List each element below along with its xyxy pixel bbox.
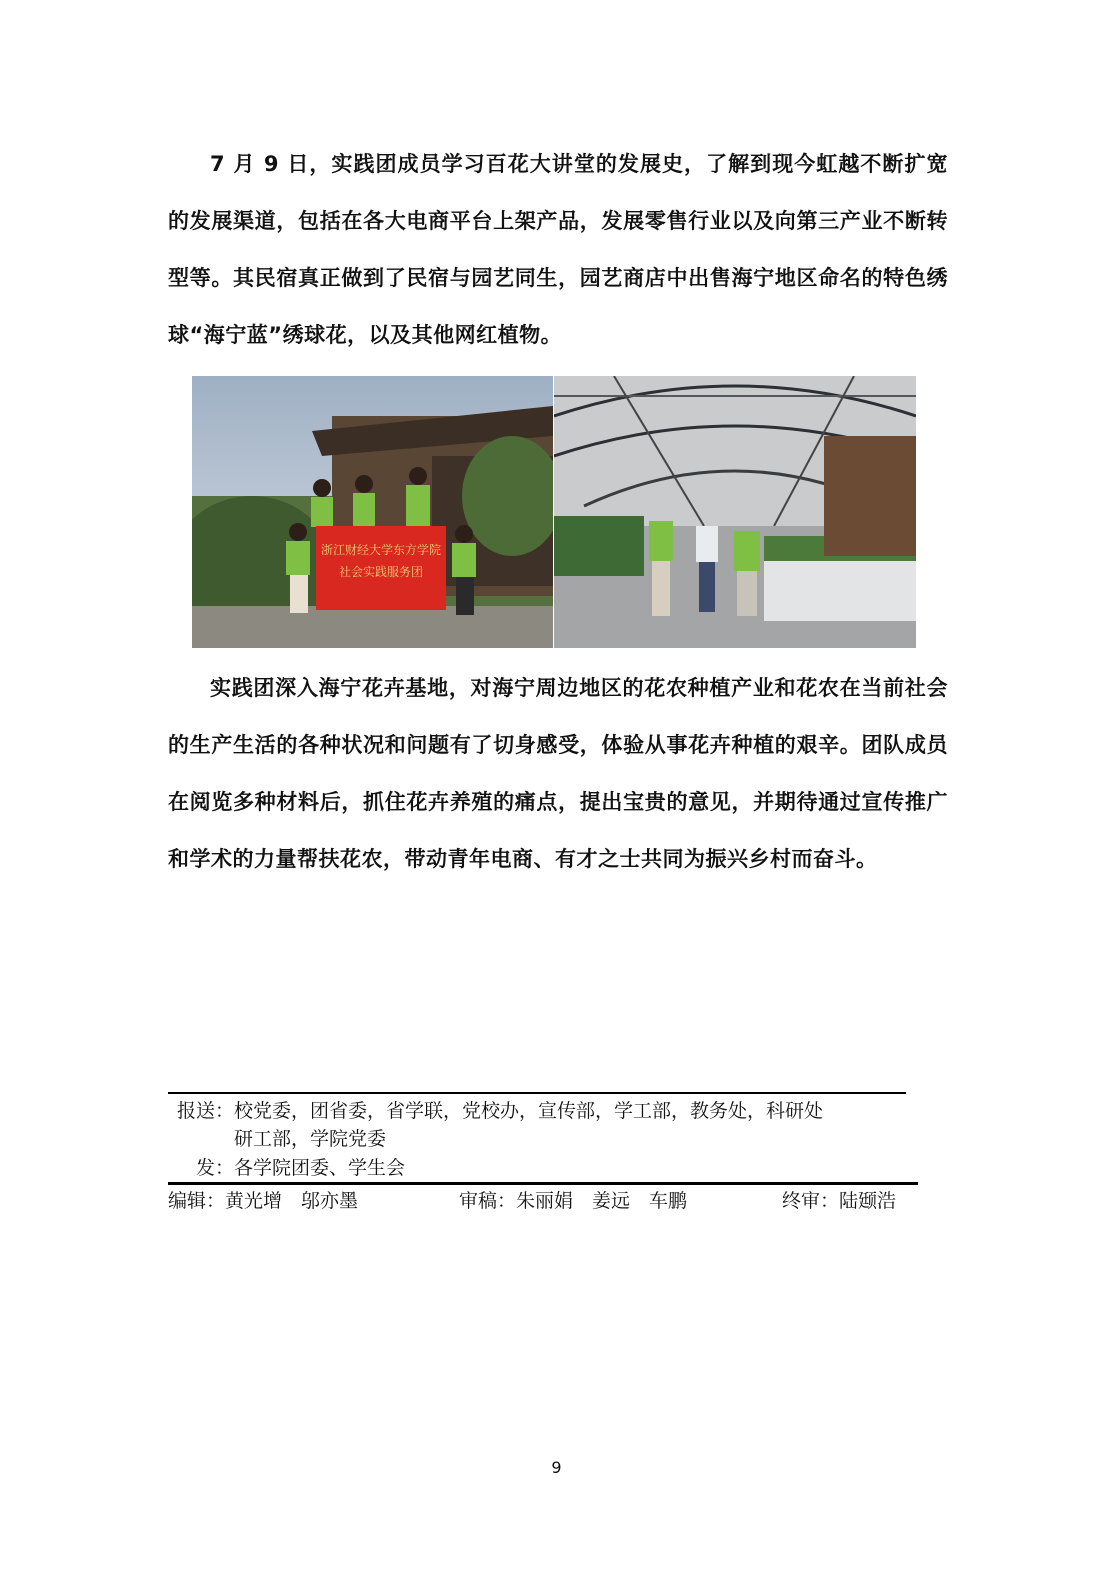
send-recipients: 各学院团委、学生会 xyxy=(234,1157,406,1179)
footer-mid-rule xyxy=(168,1182,918,1185)
report-row-continued xyxy=(168,1126,386,1152)
final-review-credit: 终审：陆颋浩 xyxy=(782,1190,897,1212)
paragraph-fieldwork: 实践团深入海宁花卉基地，对海宁周边地区的花农种植产业和花农在当前社会的生产生活的各种状况和问题有了切身感受，体验从事花卉种植的艰辛。团队成员在阅览多种材料后，抓住花卉养殖的痛点，提出宝贵的意见，并期待通过宣传推广和学术的力量帮扶花农，带动青年电商、有才之士共同为振兴乡村而奋斗。 xyxy=(168,676,948,871)
banner-line1: 浙江财经大学东方学院 xyxy=(320,543,442,557)
group-photo-with-banner xyxy=(192,376,553,648)
report-label: 报送： xyxy=(176,1100,234,1122)
report-recipients-2: 研工部，学院党委 xyxy=(234,1128,387,1150)
editor-credit: 编辑：黄光增 邬亦墨 xyxy=(168,1190,359,1212)
report-recipients: 校党委，团省委，省学联，党校办，宣传部，学工部，教务处，科研处 xyxy=(234,1100,824,1122)
footer-top-rule xyxy=(168,1092,906,1094)
send-label: 发： xyxy=(195,1157,234,1179)
greenhouse-photo xyxy=(554,376,916,648)
banner-line2: 社会实践服务团 xyxy=(338,565,424,579)
send-row xyxy=(168,1155,405,1181)
page-number: 9 xyxy=(551,1458,562,1477)
report-row xyxy=(168,1098,823,1124)
paragraph-intro: 7 月 9 日，实践团成员学习百花大讲堂的发展史，了解到现今虹越不断扩宽的发展渠道，包括在各大电商平台上架产品，发展零售行业以及向第三产业不断转型等。其民宿真正做到了民宿与园艺同生，园艺商店中出售海宁地区命名的特色绣球“海宁蓝”绣球花，以及其他网红植物。 xyxy=(168,152,948,347)
photo-row xyxy=(192,376,916,648)
reviewer-credit: 审稿：朱丽娟 姜远 车鹏 xyxy=(459,1190,688,1212)
